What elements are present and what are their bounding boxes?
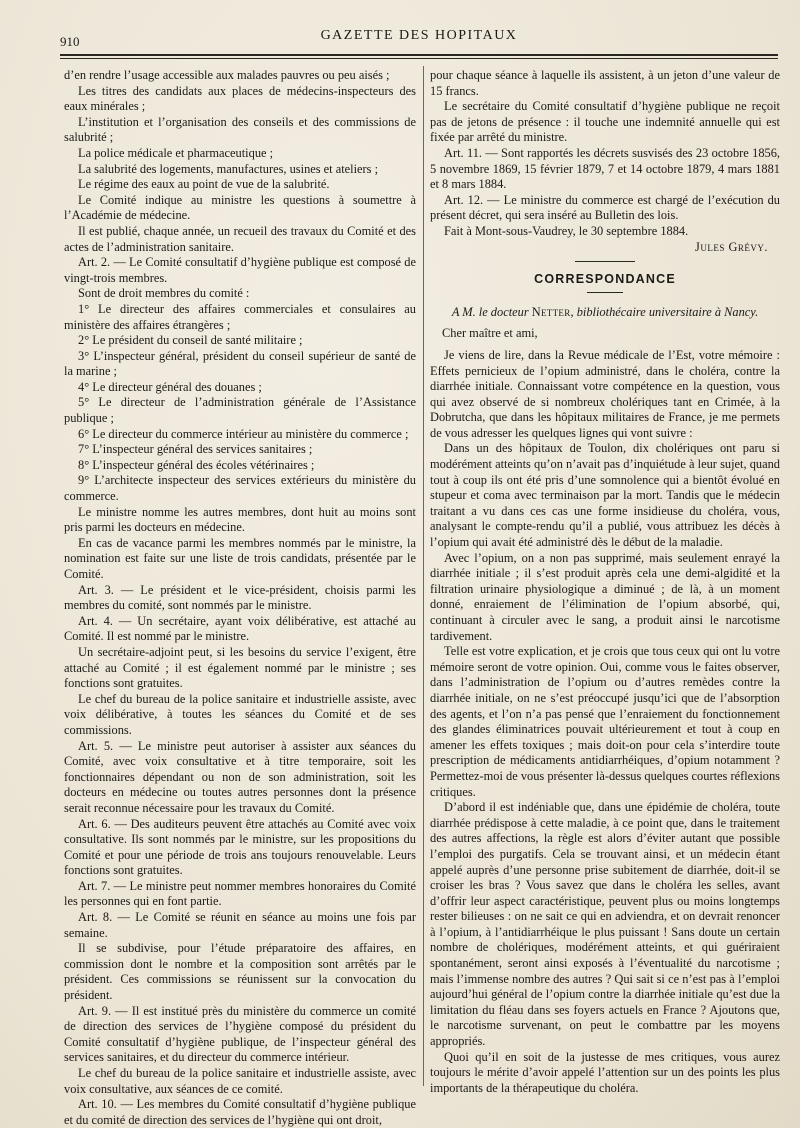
article-paragraph: Art. 9. — Il est institué près du ministère du commerce un comité de direction des services de l’hygiène composé du président du Comité consultatif d’hygiène publique, de l’inspecteur général des services sanitaires, et du directeur du commerce intérieur. xyxy=(64,1003,416,1065)
paragraph: Le chef du bureau de la police sanitaire et industrielle assiste, avec voix consultative, aux séances de ce comité. xyxy=(64,1066,416,1096)
paragraph: En cas de vacance parmi les membres nommés par le ministre, la nomination est faite sur une liste de trois candidats, présentée par le Comité. xyxy=(64,535,416,581)
page-number: 910 xyxy=(60,34,80,49)
article-paragraph: Art. 12. — Le ministre du commerce est chargé de l’exécution du présent décret, qui sera inséré au Bulletin des lois. xyxy=(430,192,780,223)
article-paragraph: Art. 3. — Le président et le vice-président, choisis parmi les membres du comité, sont nommés par le ministre. xyxy=(64,582,416,613)
header-rule-thin xyxy=(60,58,778,59)
paragraph: Le ministre nomme les autres membres, dont huit au moins sont pris parmi les docteurs en médecine. xyxy=(64,504,416,535)
article-paragraph: Art. 6. — Des auditeurs peuvent être attachés au Comité avec voix consultative. Ils sont nommés par le ministre, sur les propositions du Comité et pour une période de trois ans toujours renouvelable. Leurs fonctions sont gratuites. xyxy=(64,816,416,878)
journal-title: GAZETTE DES HOPITAUX xyxy=(320,28,518,43)
paragraph: Les titres des candidats aux places de médecins-inspecteurs des eaux minérales ; xyxy=(64,83,416,114)
article-paragraph: Art. 5. — Le ministre peut autoriser à assister aux séances du Comité, avec voix consultative et à titre temporaire, soit les fonctionnaires dépendant ou non de son administration, soit les docteurs en médecine ou toutes autres personnes dont la présence serait reconnue nécessaire pour les travaux du Comité. xyxy=(64,738,416,815)
letter-paragraph: Telle est votre explication, et je crois que tous ceux qui ont lu votre mémoire seront de votre opinion. Oui, comme vous le faites observer, dans l’administration de l’opium ou d’autres remèdes contre la diarrhée initiale, on ne s’est préoccupé jusqu’ici que de l’absorption des agents, et l’on n’a pas pensé que l’enraiement du fonctionnement des glandes éliminatrices pouvait ultérieurement et tout à coup en amener les effets toxiques ; mais doit-on pour cela s’interdire toute prescription de médicaments antidiarrhéiques, d’opium notamment ? Permettez-moi de vous présenter là-dessus quelques courtes réflexions critiques. xyxy=(430,644,780,799)
page-header xyxy=(60,26,778,50)
list-item: 5° Le directeur de l’administration générale de l’Assistance publique ; xyxy=(64,395,416,426)
list-item: 1° Le directeur des affaires commerciales et consulaires au ministère des affaires étrangères ; xyxy=(64,301,416,332)
paragraph: Il se subdivise, pour l’étude préparatoire des affaires, en commission dont le nombre et la composition sont arrêtés par le président. Ces commissions se réunissent sur la convocation du président. xyxy=(64,941,416,1003)
letter-paragraph: D’abord il est indéniable que, dans une épidémie de choléra, toute diarrhée prédispose à cette maladie, à ce point que, dans le traitement des autres affections, la règle est alors d’éviter autant que possible l’emploi des purgatifs. Cela se trouvant ainsi, et un médecin étant appelé auprès d’une personne prise subitement de diarrhée, doit-il se croiser les bras ? Vous savez que dans le choléra les selles, avant d’offrir leur aspect caractéristique, peuvent plus ou moins longtemps rester bilieuses : on ne sait ce qui en adviendra, et on devrait renoncer à l’opium, à l’antidiarrhéique le plus puissant ! Sans doute un certain nombre de cholériques, modérément atteints, et qui guériraient spontanément, seront ainsi exposés à l’éventualité du narcotisme ; mais l’immense nombre des autres ? Qui sait si ce n’est pas à l’emploi aujourd’hui général de l’opium contre la diarrhée initiale qu’est due la limitation du fléau dans ses foyers actuels en France ? Ajoutons que, le narcotisme survenant, on peut le combattre par les moyens appropriés. xyxy=(430,800,780,1049)
paragraph: La police médicale et pharmaceutique ; xyxy=(78,145,274,160)
letter-paragraph: Dans un des hôpitaux de Toulon, dix cholériques ont paru si modérément atteints qu’on n’avait pas d’inquiétude à leur sujet, quand tout à coup ils ont été pris d’une somnolence qui a bientôt évolué en stupeur et coma avec terminaison par la mort. Tandis que le médecin traitant a vu dans ces cas une forme insidieuse du choléra, vous, analysant le compte-rendu qu’il a publié, vous attribuez les décès à l’opium qui avait été administré dès le début de la maladie. xyxy=(430,441,780,550)
address-name: Netter xyxy=(531,304,571,319)
signature: Jules Grévy. xyxy=(695,239,768,254)
address-suffix: , bibliothécaire universitaire à Nancy. xyxy=(570,304,759,319)
article-paragraph: Art. 8. — Le Comité se réunit en séance au moins une fois par semaine. xyxy=(64,910,416,940)
paragraph: Un secrétaire-adjoint peut, si les besoins du service l’exigent, être attaché au Comité ; il est également nommé par le ministre ; ses fonctions sont gratuites. xyxy=(64,644,416,691)
list-item: 8° L’inspecteur général des écoles vétérinaires ; xyxy=(78,457,315,472)
paragraph: La salubrité des logements, manufactures, usines et ateliers ; xyxy=(78,161,379,176)
article-paragraph: Art. 2. — Le Comité consultatif d’hygiène publique est composé de vingt-trois membres. xyxy=(64,255,416,285)
paragraph: Le régime des eaux au point de vue de la salubrité. xyxy=(78,177,330,192)
list-item: 3° L’inspecteur général, président du conseil supérieur de santé de la marine ; xyxy=(64,348,416,379)
article-paragraph: Art. 11. — Sont rapportés les décrets susvisés des 23 octobre 1856, 5 novembre 1869, 15 février 1879, 7 et 14 octobre 1879, 4 mars 1881 et 8 mars 1884. xyxy=(430,145,780,192)
paragraph: pour chaque séance à laquelle ils assistent, à un jeton d’une valeur de 15 francs. xyxy=(430,68,780,98)
address-prefix: A M. le docteur xyxy=(451,304,532,319)
list-item: 9° L’architecte inspecteur des services extérieurs du ministère du commerce. xyxy=(64,473,416,504)
article-paragraph: Art. 7. — Le ministre peut nommer membres honoraires du Comité les personnes qui en font partie. xyxy=(64,878,416,909)
list-item: 2° Le président du conseil de santé militaire ; xyxy=(78,333,303,348)
letter-paragraph: Quoi qu’il en soit de la justesse de mes critiques, vous aurez toujours le mérite d’avoir appelé l’attention sur un des points les plus importants de la thérapeutique du choléra. xyxy=(430,1049,780,1095)
column-divider xyxy=(423,66,424,1086)
paragraph: Le secrétaire du Comité consultatif d’hygiène publique ne reçoit pas de jetons de présence : il touche une indemnité annuelle qui est fixée par arrêté du ministre. xyxy=(430,99,780,145)
title-rule xyxy=(587,292,623,293)
paragraph: Fait à Mont-sous-Vaudrey, le 30 septembre 1884. xyxy=(444,223,689,238)
paragraph: d’en rendre l’usage accessible aux malades pauvres ou peu aisés ; xyxy=(64,68,390,82)
list-item: 4° Le directeur général des douanes ; xyxy=(78,379,262,394)
letter-address xyxy=(430,305,780,321)
list-item: 7° L’inspecteur général des services sanitaires ; xyxy=(78,442,313,457)
left-column xyxy=(64,68,416,1128)
paragraph: Sont de droit membres du comité : xyxy=(78,286,250,301)
section-separator xyxy=(575,261,635,262)
letter-paragraph: Avec l’opium, on a non pas supprimé, mais seulement enrayé la diarrhée initiale ; il s’est produit après cela une demi-algidité et la filtration urinaire physiologique a diminué ; de là, à un moment donné, enraiement de l’élimination de l’opium absorbé, qui, continuant à circuler avec le sang, a produit ainsi le narcotisme tardivement. xyxy=(430,550,780,643)
paragraph: Le Comité indique au ministre les questions à soumettre à l’Académie de médecine. xyxy=(64,192,416,223)
letter-paragraph: Je viens de lire, dans la Revue médicale de l’Est, votre mémoire : Effets pernicieux de l’opium administré, dans le choléra, contre la diarrhée initiale. Connaissant votre compétence en la question, vous qui avez observé de si nombreux cholériques tant en Crimée, à la Dobrutcha, que dans les hôpitaux militaires de France, je me permets de vous adresser les quelques lignes qui vont suivre : xyxy=(430,347,780,440)
section-title: CORRESPONDANCE xyxy=(534,272,676,287)
article-paragraph: Art. 10. — Les membres du Comité consultatif d’hygiène publique et du comité de direction des services de l’hygiène qui ont droit, xyxy=(64,1097,416,1127)
header-rule xyxy=(60,54,778,56)
paragraph: L’institution et l’organisation des conseils et des commissions de salubrité ; xyxy=(64,114,416,145)
list-item: 6° Le directeur du commerce intérieur au ministère du commerce ; xyxy=(78,426,409,441)
article-paragraph: Art. 4. — Un secrétaire, ayant voix délibérative, est attaché au Comité. Il est nommé par le ministre. xyxy=(64,613,416,644)
paragraph: Il est publié, chaque année, un recueil des travaux du Comité et des actes de l’administration sanitaire. xyxy=(64,223,416,254)
paragraph: Le chef du bureau de la police sanitaire et industrielle assiste, avec voix délibérative, à toutes les séances du Comité et de ses commissions. xyxy=(64,691,416,737)
salutation: Cher maître et ami, xyxy=(442,326,538,341)
right-column xyxy=(430,68,780,1096)
